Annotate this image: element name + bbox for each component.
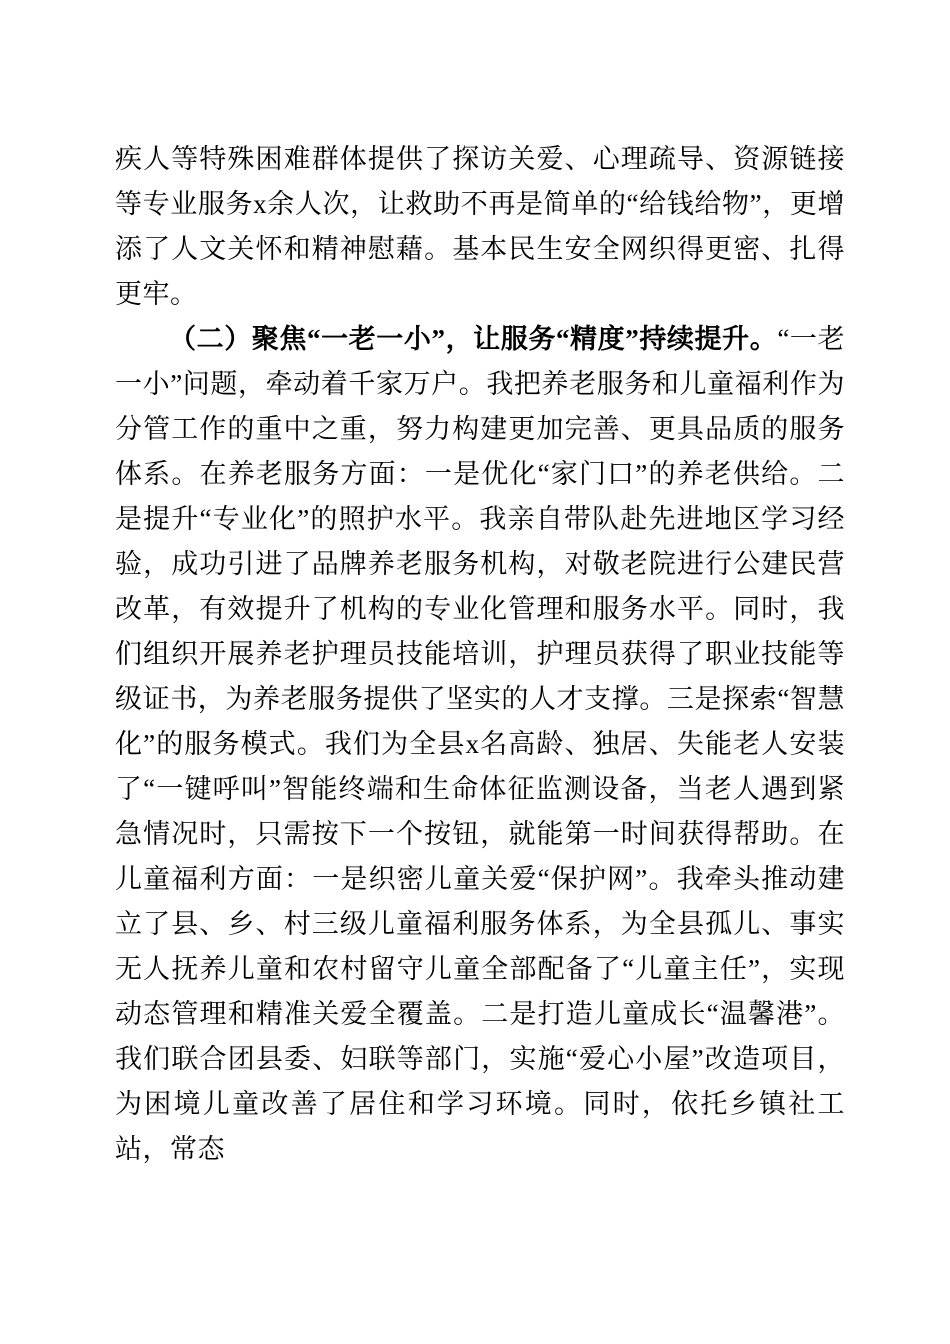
section-heading-run: （二）聚焦“一老一小”，让服务“精度”持续提升。: [169, 324, 778, 354]
paragraph: [115, 317, 845, 1172]
paragraph: [115, 137, 845, 317]
document-content: [115, 137, 845, 1172]
body-text-run: 疾人等特殊困难群体提供了探访关爱、心理疏导、资源链接等专业服务x余人次，让救助不再是简单的“给钱给物”，更增添了人文关怀和精神慰藉。基本民生安全网织得更密、扎得更牢。: [115, 144, 845, 309]
body-text-run: “一老一小”问题，牵动着千家万户。我把养老服务和儿童福利作为分管工作的重中之重，努力构建更加完善、更具品质的服务体系。在养老服务方面：一是优化“家门口”的养老供给。二是提升“专业化”的照护水平。我亲自带队赴先进地区学习经验，成功引进了品牌养老服务机构，对敬老院进行公建民营改革，有效提升了机构的专业化管理和服务水平。同时，我们组织开展养老护理员技能培训，护理员获得了职业技能等级证书，为养老服务提供了坚实的人才支撑。三是探索“智慧化”的服务模式。我们为全县x名高龄、独居、失能老人安装了“一键呼叫”智能终端和生命体征监测设备，当老人遇到紧急情况时，只需按下一个按钮，就能第一时间获得帮助。在儿童福利方面：一是织密儿童关爱“保护网”。我牵头推动建立了县、乡、村三级儿童福利服务体系，为全县孤儿、事实无人抚养儿童和农村留守儿童全部配备了“儿童主任”，实现动态管理和精准关爱全覆盖。二是打造儿童成长“温馨港”。我们联合团县委、妇联等部门，实施“爱心小屋”改造项目，为困境儿童改善了居住和学习环境。同时，依托乡镇社工站，常态: [115, 324, 846, 1164]
